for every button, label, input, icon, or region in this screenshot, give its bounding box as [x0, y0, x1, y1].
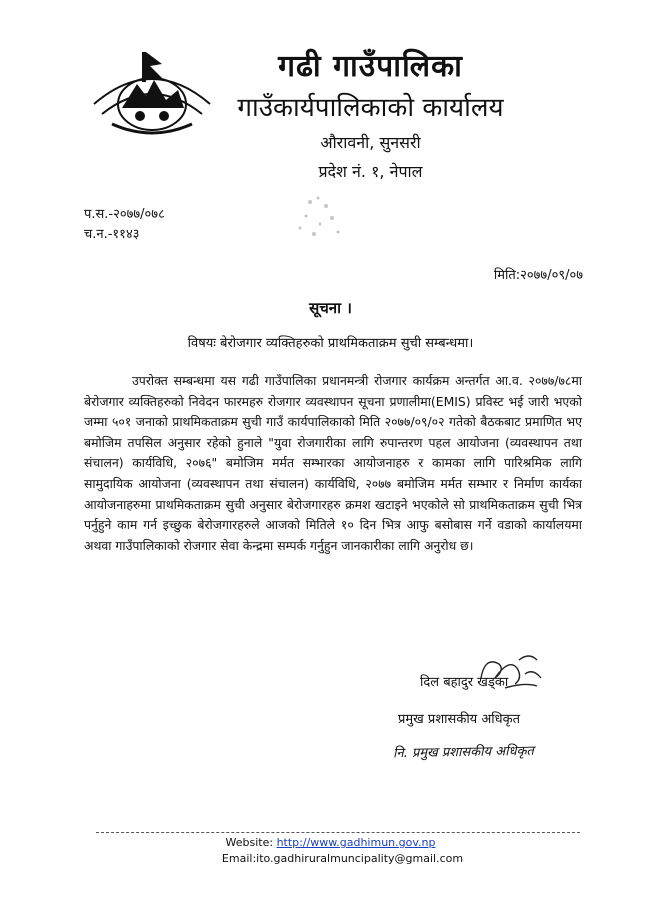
address-line-1: औरावनी, सुनसरी — [320, 133, 421, 152]
faded-office-stamp — [280, 188, 370, 248]
dispatch-number: च.न.-११४३ — [84, 227, 140, 242]
designation-stamp: नि. प्रमुख प्रशासकीय अधिकृत — [392, 743, 535, 762]
address-line-2: प्रदेश नं. १, नेपाल — [318, 162, 423, 181]
reference-number: प.स.-२०७७/०७८ — [84, 207, 165, 222]
footer-website — [0, 836, 661, 849]
website-label: Website: — [225, 836, 274, 849]
office-title: गढी गाउँपालिका — [278, 49, 463, 84]
notice-title: सूचना । — [309, 299, 352, 317]
email-label: Email: — [221, 852, 257, 865]
footer-divider — [96, 832, 580, 833]
website-link[interactable]: http://www.gadhimun.gov.np — [276, 836, 436, 849]
signatory-name: दिल बहादुर खड्का — [420, 675, 509, 690]
notice-body: उपरोक्त सम्बन्धमा यस गढी गाउँपालिका प्रधानमन्त्री रोजगार कार्यक्रम अन्तर्गत आ.व. २०७७/७८मा बेरोजगार व्यक्तिहरुको निवेदन फारमहरु रोजगार व्यवस्थापन सूचना प्रणालीमा(EMIS) प्रविस्ट भई जारी भएको जम्मा ५०१ जनाको प्राथमिकताक्रम सुची गाउँ कार्यपालिकाको मिति २०७७/०९/०२ गतेको बैठकबाट प्रमाणित भए बमोजिम तपसिल अनुसार रहेको हुनाले "युवा रोजगारीका लागि रुपान्तरण पहल आयोजना (व्यवस्थापन तथा संचालन) कार्यविधि, २०७६" बमोजिम मर्मत सम्भारका आयोजनाहरु र कामका लागि पारिश्रमिक लागि सामुदायिक आयोजना (व्यवस्थापन तथा संचालन) कार्यविधि, २०७७ बमोजिम मर्मत सम्भार र निर्माण कार्यका आयोजनाहरुमा प्राथमिकताक्रम सुची अनुसार बेरोजगारहरु क्रमश खटाइने भएकोले सो प्राथमिकताक्रम सुची भित्र पर्नुहुने काम गर्न इच्छुक बेरोजगारहरुले आजको मितिले १० दिन भित्र आफु बसोबास गर्ने वडाको कार्यालयमा अथवा गाउँपालिकाको रोजगार सेवा केन्द्रमा सम्पर्क गर्नुहुन जानकारीका लागि अनुरोध छ। — [84, 373, 582, 553]
footer-email — [0, 852, 661, 865]
signatory-designation: प्रमुख प्रशासकीय अधिकृत — [398, 712, 521, 727]
notice-subject: विषयः बेरोजगार व्यक्तिहरुको प्राथमिकताक्रम सुची सम्बन्धमा। — [187, 336, 474, 351]
notice-date: मिति:२०७७/०९/०७ — [493, 268, 583, 283]
email-address: ito.gadhiruralmuncipality@gmail.com — [256, 852, 464, 865]
office-subtitle: गाउँकार्यपालिकाको कार्यालय — [237, 93, 504, 123]
